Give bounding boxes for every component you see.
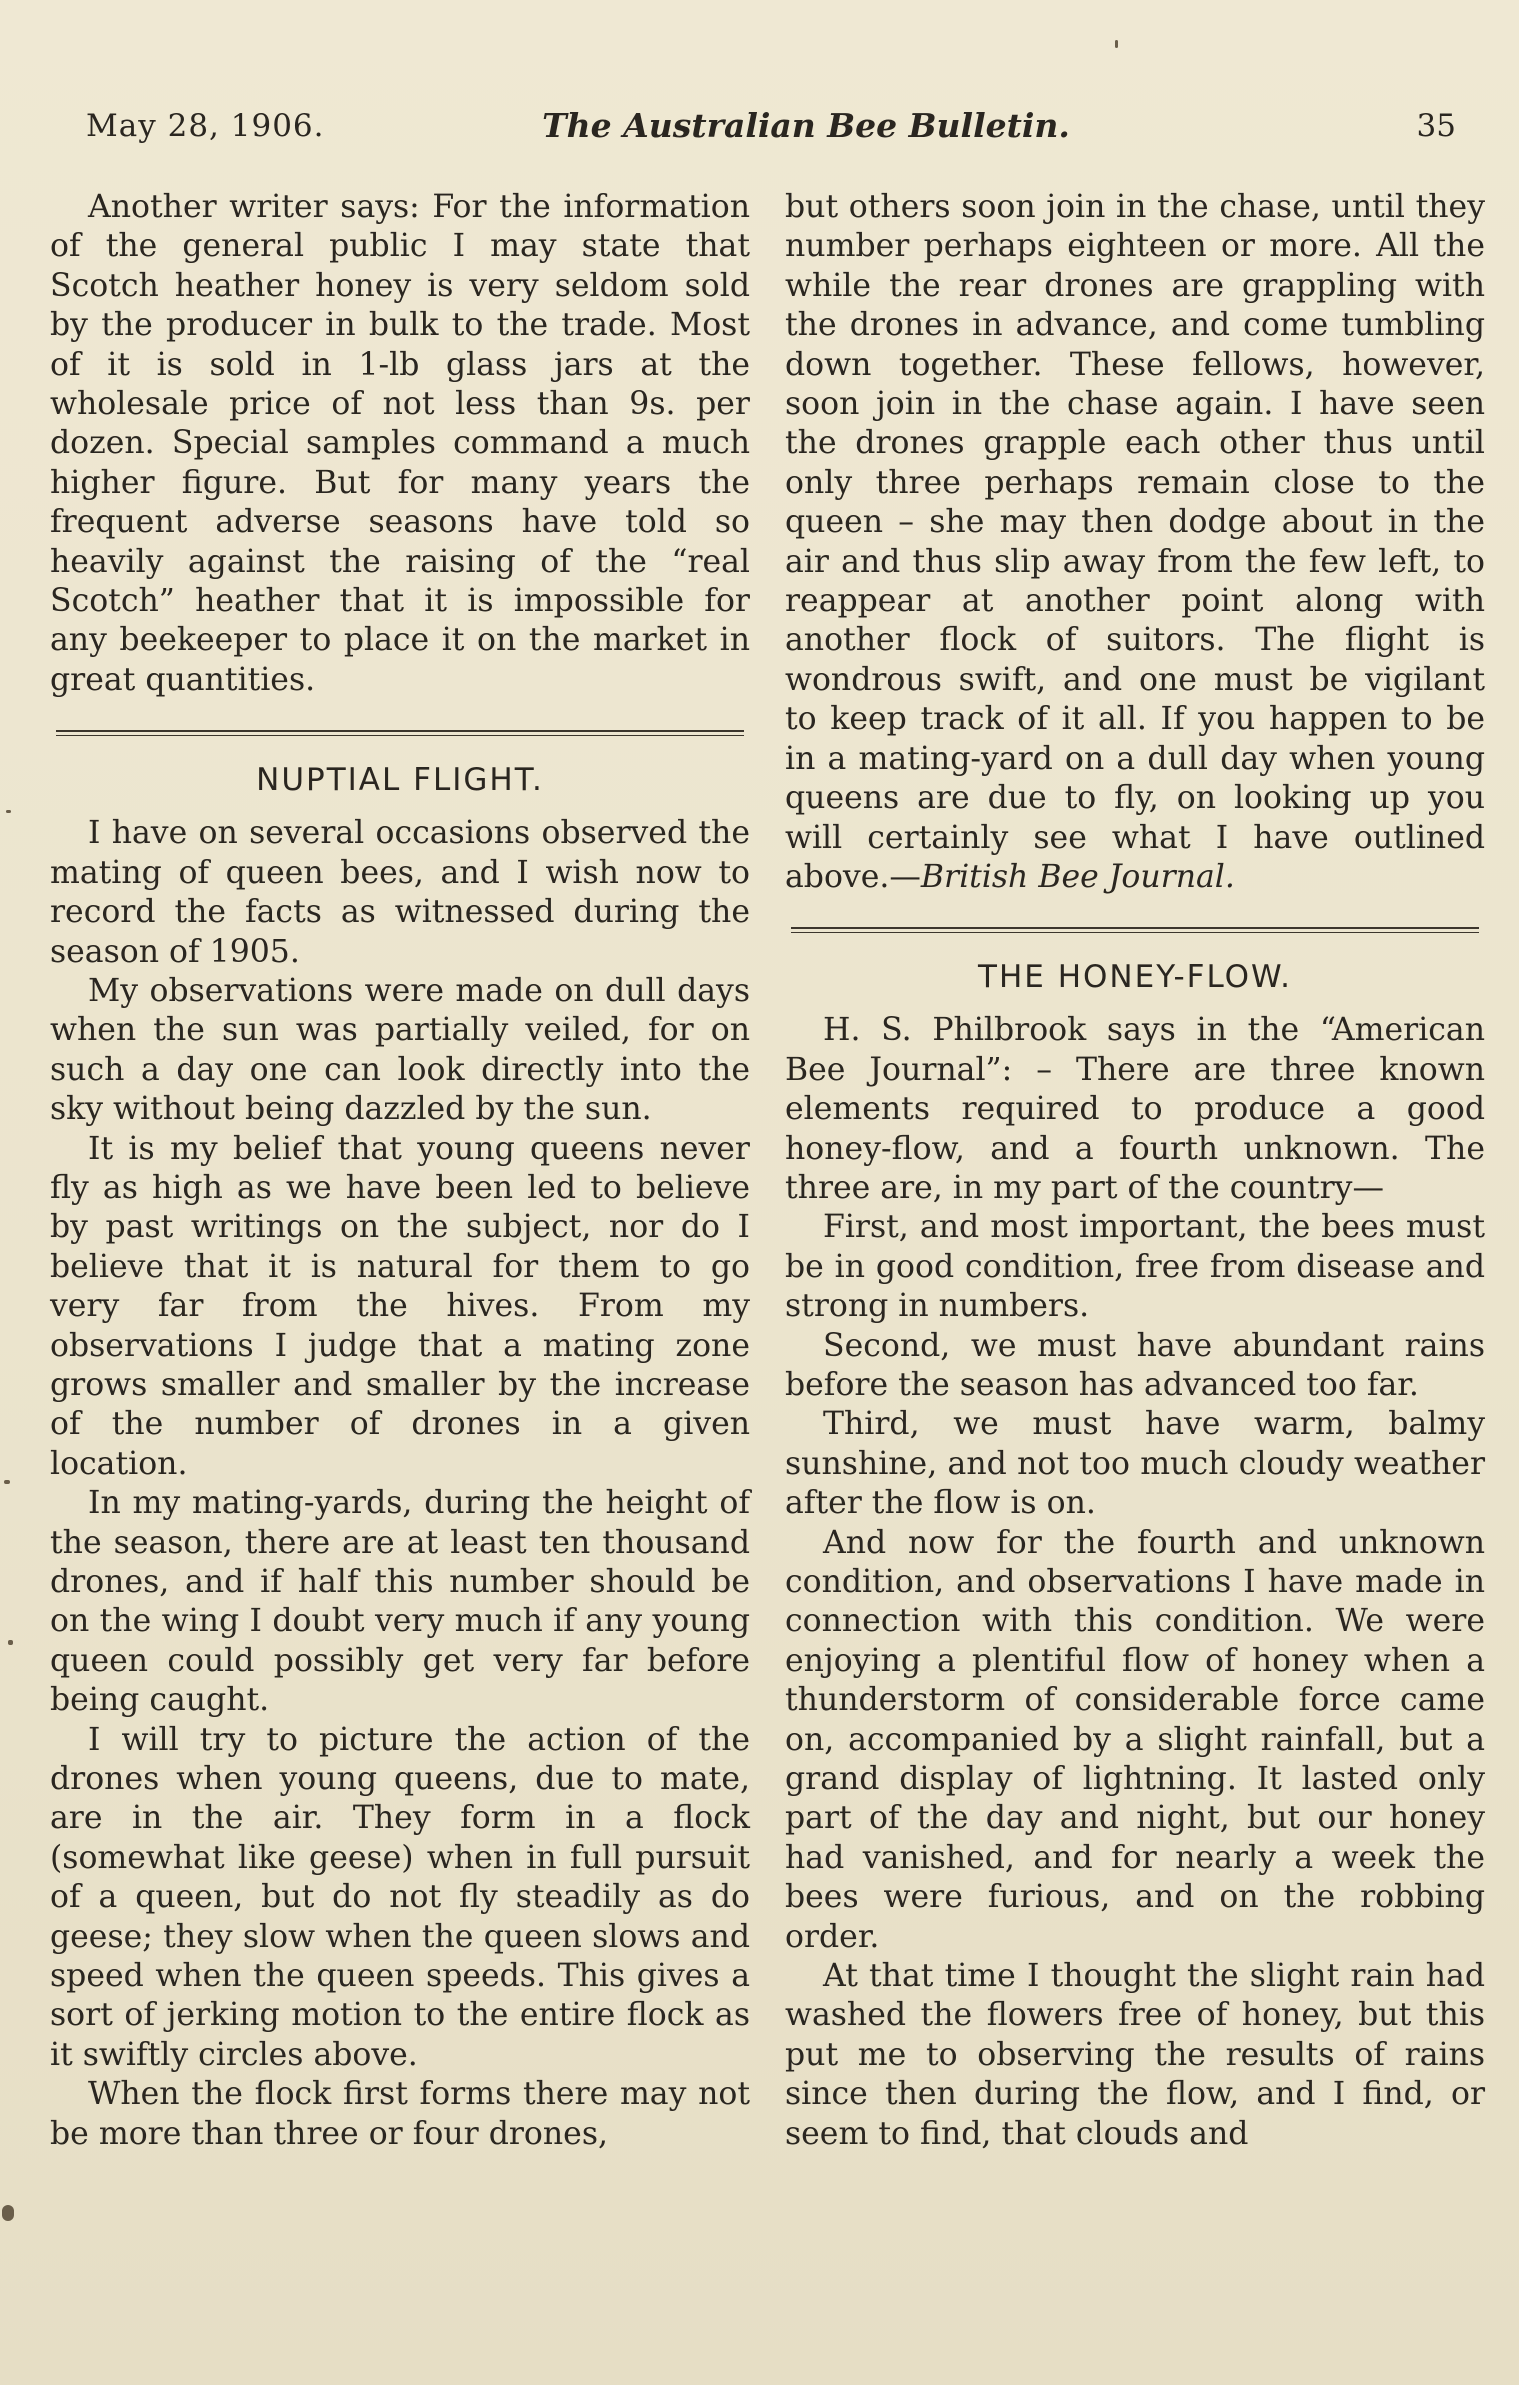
margin-speck xyxy=(6,810,11,813)
nuptial-flight-continuation xyxy=(785,188,1485,897)
article-paragraph: At that time I thought the slight rain had washed the flowers free of honey, but this put me to observing the results of rains since then during the flow, and I find, or seem to find, that clouds and xyxy=(785,1958,1485,2152)
margin-speck xyxy=(1115,40,1118,48)
source-citation: British Bee Journal. xyxy=(920,858,1235,895)
heather-honey-paragraph: Another writer says: For the information of the general public I may state that Scotch heather honey is very seldom sold by the producer in bulk to the trade. Most of it is sold in 1-lb glass jars at the wholesale price of not less than 9s. per dozen. Special samples command a much higher figure. But for many years the frequent adverse seasons have told so heavily against the raising of the “real Scotch” heather that it is impossible for any beekeeper to place it on the market in great quantities. xyxy=(50,189,750,698)
margin-speck xyxy=(4,1480,10,1484)
article-paragraph: First, and most important, the bees must be in good condition, free from disease and strong in numbers. xyxy=(785,1209,1485,1325)
left-column xyxy=(50,188,750,2154)
margin-speck xyxy=(8,1640,13,1645)
article-paragraph: Second, we must have abundant rains before the season has advanced too far. xyxy=(785,1327,1485,1403)
journal-title: The Australian Bee Bulletin. xyxy=(542,106,1070,145)
margin-speck xyxy=(2,2205,14,2221)
article-paragraph: In my mating-yards, during the height of the season, there are at least ten thousand drones, and if half this number should be on the wing I doubt very much if any young queen could possibly get very far before being caught. xyxy=(50,1485,750,1719)
continuation-text: but others soon join in the chase, until they number perhaps eighteen or more. All the while the rear drones are grappling with the drones in advance, and come tumbling down together. These fellows, however, soon join in the chase again. I have seen the drones grapple each other thus until only three perhaps remain close to the queen – she may then dodge about in the air and thus slip away from the few left, to reappear at another point along with another flock of suitors. The flight is wondrous swift, and one must be vigilant to keep track of it all. If you happen to be in a mating-yard on a dull day when young queens are due to fly, on looking up you will certainly see what I have outlined above.— xyxy=(785,189,1485,895)
article-paragraph: It is my belief that young queens never fly as high as we have been led to believe by past writings on the subject, nor do I believe that it is natural for them to go very far from the hives. From my observations I judge that a mating zone grows smaller and smaller by the increase of the number of drones in a given location. xyxy=(50,1130,750,1482)
right-column xyxy=(785,188,1485,2154)
nuptial-flight-heading: NUPTIAL FLIGHT. xyxy=(256,762,544,799)
article-paragraph: H. S. Philbrook says in the “American Bee Journal”: – There are three known elements required to produce a good honey-flow, and a fourth unknown. The three are, in my part of the country— xyxy=(785,1012,1485,1206)
running-header xyxy=(86,108,1456,158)
article-paragraph: Third, we must have warm, balmy sunshine, and not too much cloudy weather after the flow is on. xyxy=(785,1406,1485,1522)
article-paragraph: And now for the fourth and unknown condition, and observations I have made in connection with this condition. We were enjoying a plentiful flow of honey when a thunderstorm of considerable force came on, accompanied by a slight rainfall, but a grand display of lightning. It lasted only part of the day and night, but our honey had vanished, and for nearly a week the bees were furious, and on the robbing order. xyxy=(785,1524,1485,1955)
issue-date: May 28, 1906. xyxy=(86,108,325,144)
article-paragraph: My observations were made on dull days when the sun was partially veiled, for on such a day one can look directly into the sky without being dazzled by the sun. xyxy=(50,972,750,1128)
honey-flow-heading: THE HONEY-FLOW. xyxy=(978,959,1292,996)
page-number: 35 xyxy=(1416,108,1456,144)
section-divider xyxy=(56,730,744,736)
article-paragraph: I have on several occasions observed the mating of queen bees, and I wish now to record the facts as witnessed during the season of 1905. xyxy=(50,815,750,970)
article-paragraph: I will try to picture the action of the drones when young queens, due to mate, are in the air. They form in a flock (somewhat like geese) when in full pursuit of a queen, but do not fly steadily as do geese; they slow when the queen slows and speed when the queen speeds. This gives a sort of jerking motion to the entire flock as it swiftly circles above. xyxy=(50,1721,750,2073)
section-divider xyxy=(791,927,1479,933)
article-paragraph: When the flock first forms there may not be more than three or four drones, xyxy=(50,2076,750,2152)
